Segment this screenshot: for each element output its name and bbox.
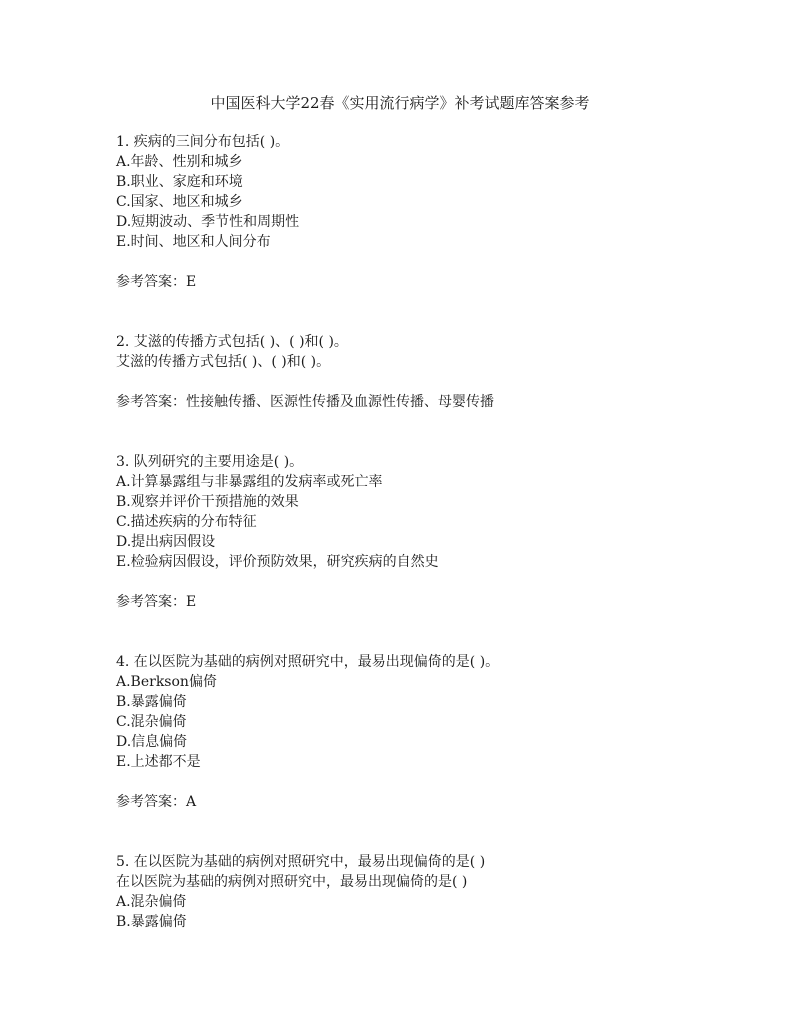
question-3 xyxy=(116,452,736,612)
option: C.国家、地区和城乡 xyxy=(116,194,243,210)
question-stem: 5. 在以医院为基础的病例对照研究中，最易出现偏倚的是( ) xyxy=(116,854,486,870)
option: D.提出病因假设 xyxy=(116,534,216,550)
option: A.混杂偏倚 xyxy=(116,894,187,910)
option: E.时间、地区和人间分布 xyxy=(116,234,271,250)
reference-answer: 参考答案：性接触传播、医源性传播及血源性传播、母婴传播 xyxy=(116,394,494,410)
question-stem: 3. 队列研究的主要用途是( )。 xyxy=(116,454,304,470)
reference-answer: 参考答案：A xyxy=(116,794,197,810)
option: E.上述都不是 xyxy=(116,754,201,770)
question-text: 在以医院为基础的病例对照研究中，最易出现偏倚的是( ) xyxy=(116,874,468,890)
reference-answer: 参考答案：E xyxy=(116,274,197,290)
option: C.描述疾病的分布特征 xyxy=(116,514,257,530)
question-2 xyxy=(116,332,736,412)
option: D.短期波动、季节性和周期性 xyxy=(116,214,300,230)
question-1 xyxy=(116,132,736,292)
question-stem: 1. 疾病的三间分布包括( )。 xyxy=(116,134,290,150)
option: E.检验病因假设，评价预防效果，研究疾病的自然史 xyxy=(116,554,439,570)
reference-answer: 参考答案：E xyxy=(116,594,197,610)
option: D.信息偏倚 xyxy=(116,734,188,750)
question-text: 艾滋的传播方式包括( )、( )和( )。 xyxy=(116,354,331,370)
option: A.Berkson偏倚 xyxy=(116,674,217,690)
option: B.观察并评价干预措施的效果 xyxy=(116,494,299,510)
option: A.计算暴露组与非暴露组的发病率或死亡率 xyxy=(116,474,383,490)
question-list xyxy=(116,132,736,932)
option: B.暴露偏倚 xyxy=(116,694,187,710)
option: B.职业、家庭和环境 xyxy=(116,174,243,190)
option: A.年龄、性别和城乡 xyxy=(116,154,243,170)
question-5 xyxy=(116,852,736,932)
question-stem: 2. 艾滋的传播方式包括( )、( )和( )。 xyxy=(116,334,348,350)
question-stem: 4. 在以医院为基础的病例对照研究中，最易出现偏倚的是( )。 xyxy=(116,654,500,670)
document-title: 中国医科大学22春《实用流行病学》补考试题库答案参考 xyxy=(210,94,590,112)
question-4 xyxy=(116,652,736,812)
option: B.暴露偏倚 xyxy=(116,914,187,930)
option: C.混杂偏倚 xyxy=(116,714,187,730)
